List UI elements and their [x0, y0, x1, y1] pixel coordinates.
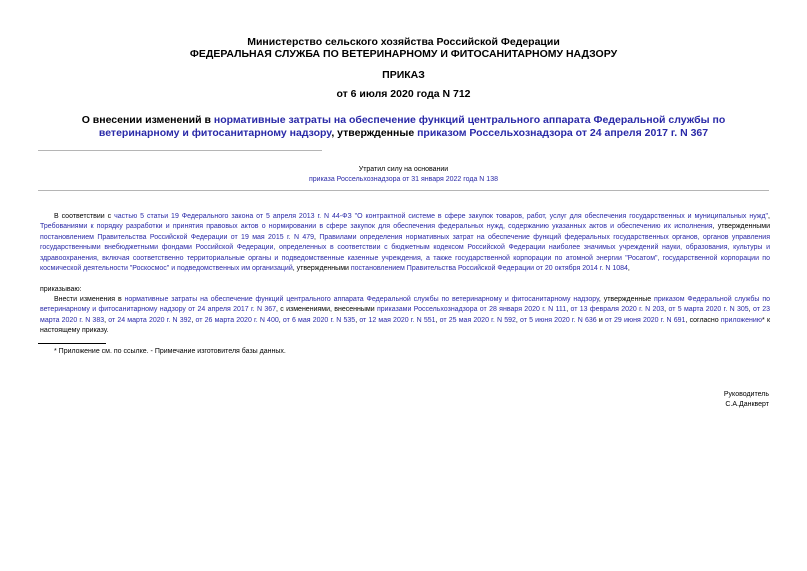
preamble-link-decree-479[interactable]: постановлением Правительства Российской Федерации от 19 мая 2015 г. N 479: [40, 233, 315, 241]
body-text: ,: [515, 316, 520, 324]
body-text: , утвержденные: [598, 296, 655, 303]
status-link[interactable]: приказа Россельхознадзора от 31 января 2022 года N 138: [309, 176, 498, 183]
body-link-order-535[interactable]: от 6 мая 2020 г. N 535: [282, 316, 356, 324]
body-link-order-636[interactable]: от 5 июня 2020 г. N 636: [520, 316, 597, 324]
preamble-text: В соответствии с: [54, 213, 115, 220]
preamble-link-rules[interactable]: Правилами определения нормативных затрат на обеспечение функций федеральных государственных органов, органов управления государственными внебюджетными фондами Российской Федерации, определенных в соответствии с бюджетным кодексом Российской Федерации наиболее значимых учреждений науки, образования, культуры и здравоохранения, включая соответственно территориальные органы и подведомственные казенные учреждения, а также государственной корпорации по атомной энергии "Росатом", государственной корпорации по космической деятельности "Роскосмос" и подведомственных им организаций: [40, 233, 771, 273]
document-title: [45, 114, 762, 140]
body-text: Внести изменения в: [54, 296, 125, 303]
preamble-text: ,: [627, 265, 630, 273]
preamble-link-requirements[interactable]: Требованиями к порядку разработки и принятия правовых актов о нормировании в сфере закупок для обеспечения федеральных нужд, содержанию указанных актов и обеспечению их исполнения: [40, 223, 713, 231]
body-text: и: [596, 316, 605, 324]
body-link-order-392[interactable]: от 24 марта 2020 г. N 392: [108, 316, 192, 324]
body-link-order-367[interactable]: приказом Федеральной службы по ветеринарному и фитосанитарному надзору от 24 апреля 2017 г. N 367: [40, 296, 770, 314]
title-link-norms[interactable]: нормативные затраты на обеспечение функций центрального аппарата Федеральной службы по ветеринарному и фитосанитарному надзору: [98, 114, 726, 139]
footnote-text: * Приложение см. по ссылке. - Примечание изготовителя базы данных.: [54, 348, 286, 355]
order-word: приказываю:: [40, 286, 82, 293]
footnote-divider: [38, 343, 106, 344]
body-link-order-383[interactable]: от 23 марта 2020 г. N 383: [40, 306, 771, 324]
body-link-order-203[interactable]: от 13 февраля 2020 г. N 203: [570, 306, 665, 314]
title-text: , утвержденные: [331, 127, 418, 139]
divider-full: [38, 190, 769, 191]
preamble-link-44fz[interactable]: частью 5 статьи 19 Федерального закона от 5 апреля 2013 г. N 44-ФЗ "О контрактной системе в сфере закупок товаров, работ, услуг для обеспечения государственных и муниципальных нужд": [114, 213, 769, 220]
preamble-text: ,: [314, 233, 320, 241]
body-text: ,: [664, 306, 669, 314]
signature-position: Руководитель: [723, 391, 769, 398]
preamble-text: ,: [768, 213, 770, 220]
divider-short: [38, 150, 322, 151]
body-text: ,: [104, 316, 109, 324]
body-text: * к настоящему приказу.: [40, 316, 771, 335]
preamble-text: , утвержденными: [712, 223, 770, 231]
body-link-order-111[interactable]: приказами Россельхознадзора от 28 января 2020 г. N 111: [376, 306, 567, 314]
body-text: ,: [748, 306, 753, 314]
body-paragraph: [40, 295, 770, 337]
body-text: ,: [278, 316, 283, 324]
ministry-heading: Министерство сельского хозяйства Российской Федерации: [247, 36, 560, 48]
preamble-link-decree-1084[interactable]: постановлением Правительства Российской Федерации от 20 октября 2014 г. N 1084: [350, 265, 628, 273]
body-link-appendix[interactable]: приложению: [720, 316, 763, 324]
body-text: ,: [355, 316, 360, 324]
body-link-order-305[interactable]: от 5 марта 2020 г. N 305: [668, 306, 749, 314]
body-link-order-592[interactable]: от 25 мая 2020 г. N 592: [439, 316, 516, 324]
preamble-paragraph: [40, 212, 770, 274]
status-line: Утратил силу на основании: [358, 166, 449, 173]
signature-name: С.А.Данкверт: [725, 401, 769, 408]
body-text: ,: [435, 316, 440, 324]
body-text: , с изменениями, внесенными: [276, 306, 377, 314]
agency-heading: ФЕДЕРАЛЬНАЯ СЛУЖБА ПО ВЕТЕРИНАРНОМУ И ФИТОСАНИТАРНОМУ НАДЗОРУ: [189, 48, 618, 60]
title-text: О внесении изменений в: [81, 114, 214, 126]
doc-date-number: от 6 июля 2020 года N 712: [336, 88, 471, 100]
title-link-order[interactable]: приказом Россельхознадзора от 24 апреля 2017 г. N 367: [417, 127, 709, 139]
body-text: ,: [566, 306, 571, 314]
body-link-order-691[interactable]: от 29 июня 2020 г. N 691: [604, 316, 686, 324]
body-text: , согласно: [685, 316, 721, 324]
doc-type-heading: ПРИКАЗ: [382, 69, 425, 81]
body-text: ,: [191, 316, 196, 324]
preamble-text: , утвержденными: [292, 265, 351, 273]
body-link-order-551[interactable]: от 12 мая 2020 г. N 551: [359, 316, 436, 324]
body-link-norms[interactable]: нормативные затраты на обеспечение функций центрального аппарата Федеральной службы по ветеринарному и фитосанитарному надзору: [124, 296, 599, 303]
body-link-order-400[interactable]: от 26 марта 2020 г. N 400: [195, 316, 279, 324]
